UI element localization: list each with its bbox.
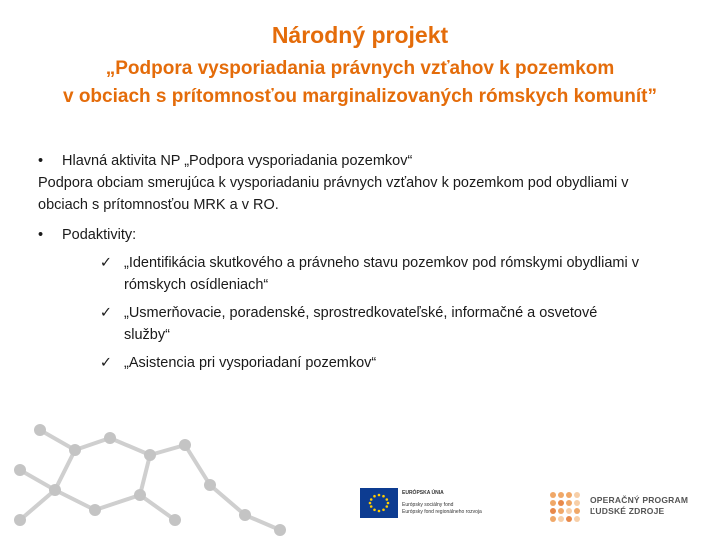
op-line-1: OPERAČNÝ PROGRAM: [590, 495, 689, 505]
bullet-icon: •: [38, 227, 44, 243]
op-logo-icon: [548, 490, 580, 522]
description-text: Podpora obciam smerujúca k vysporiadaniu právnych vzťahov k pozemkom pod obydliami v obciach s prítomnosťou MRK a v RO.: [38, 175, 629, 213]
op-logo-text: [590, 495, 688, 517]
eu-flag-icon: [360, 488, 398, 518]
checkmark-icon: ✓: [99, 305, 112, 321]
subactivity-text: „Asistencia pri vysporiadaní pozemkov“: [124, 355, 377, 371]
subactivities-label: Podaktivity:: [62, 227, 137, 243]
checkmark-icon: ✓: [99, 355, 112, 371]
eu-fund-label: Európsky fond regionálneho rozvoja: [402, 509, 482, 515]
project-name-line-2: v obciach s prítomnosťou marginalizovaných rómskych komunít”: [62, 86, 657, 107]
people-network-graphic: [0, 410, 300, 540]
subactivity-text: „Identifikácia skutkového a právneho stavu pozemkov pod rómskymi obydliami v rómskych osídleniach“: [124, 255, 639, 293]
eu-logo: [360, 488, 482, 518]
main-activity-text: Hlavná aktivita NP „Podpora vysporiadania pozemkov“: [62, 153, 413, 169]
subactivity-text: „Usmerňovacie, poradenské, sprostredkovateľské, informačné a osvetové služby“: [124, 305, 598, 343]
bullet-icon: •: [38, 153, 44, 169]
list-item: [38, 302, 678, 346]
main-activity-bullet: [38, 150, 678, 172]
page-title: Národný projekt: [271, 22, 449, 48]
subactivities-list: [38, 252, 678, 374]
op-logo: [548, 490, 688, 522]
list-item: [38, 252, 678, 296]
eu-logo-text: [402, 490, 482, 516]
project-name-line-1: „Podpora vysporiadania právnych vzťahov k pozemkom: [105, 58, 615, 79]
checkmark-icon: ✓: [99, 255, 112, 271]
eu-fund-label: Európsky sociálny fond: [402, 502, 454, 508]
list-item: [38, 352, 678, 374]
eu-union-label: EURÓPSKA ÚNIA: [402, 490, 444, 496]
op-line-2: ĽUDSKÉ ZDROJE: [590, 506, 665, 516]
project-name: [0, 55, 720, 111]
content-body: [38, 150, 678, 374]
subactivities-bullet: [38, 224, 678, 246]
